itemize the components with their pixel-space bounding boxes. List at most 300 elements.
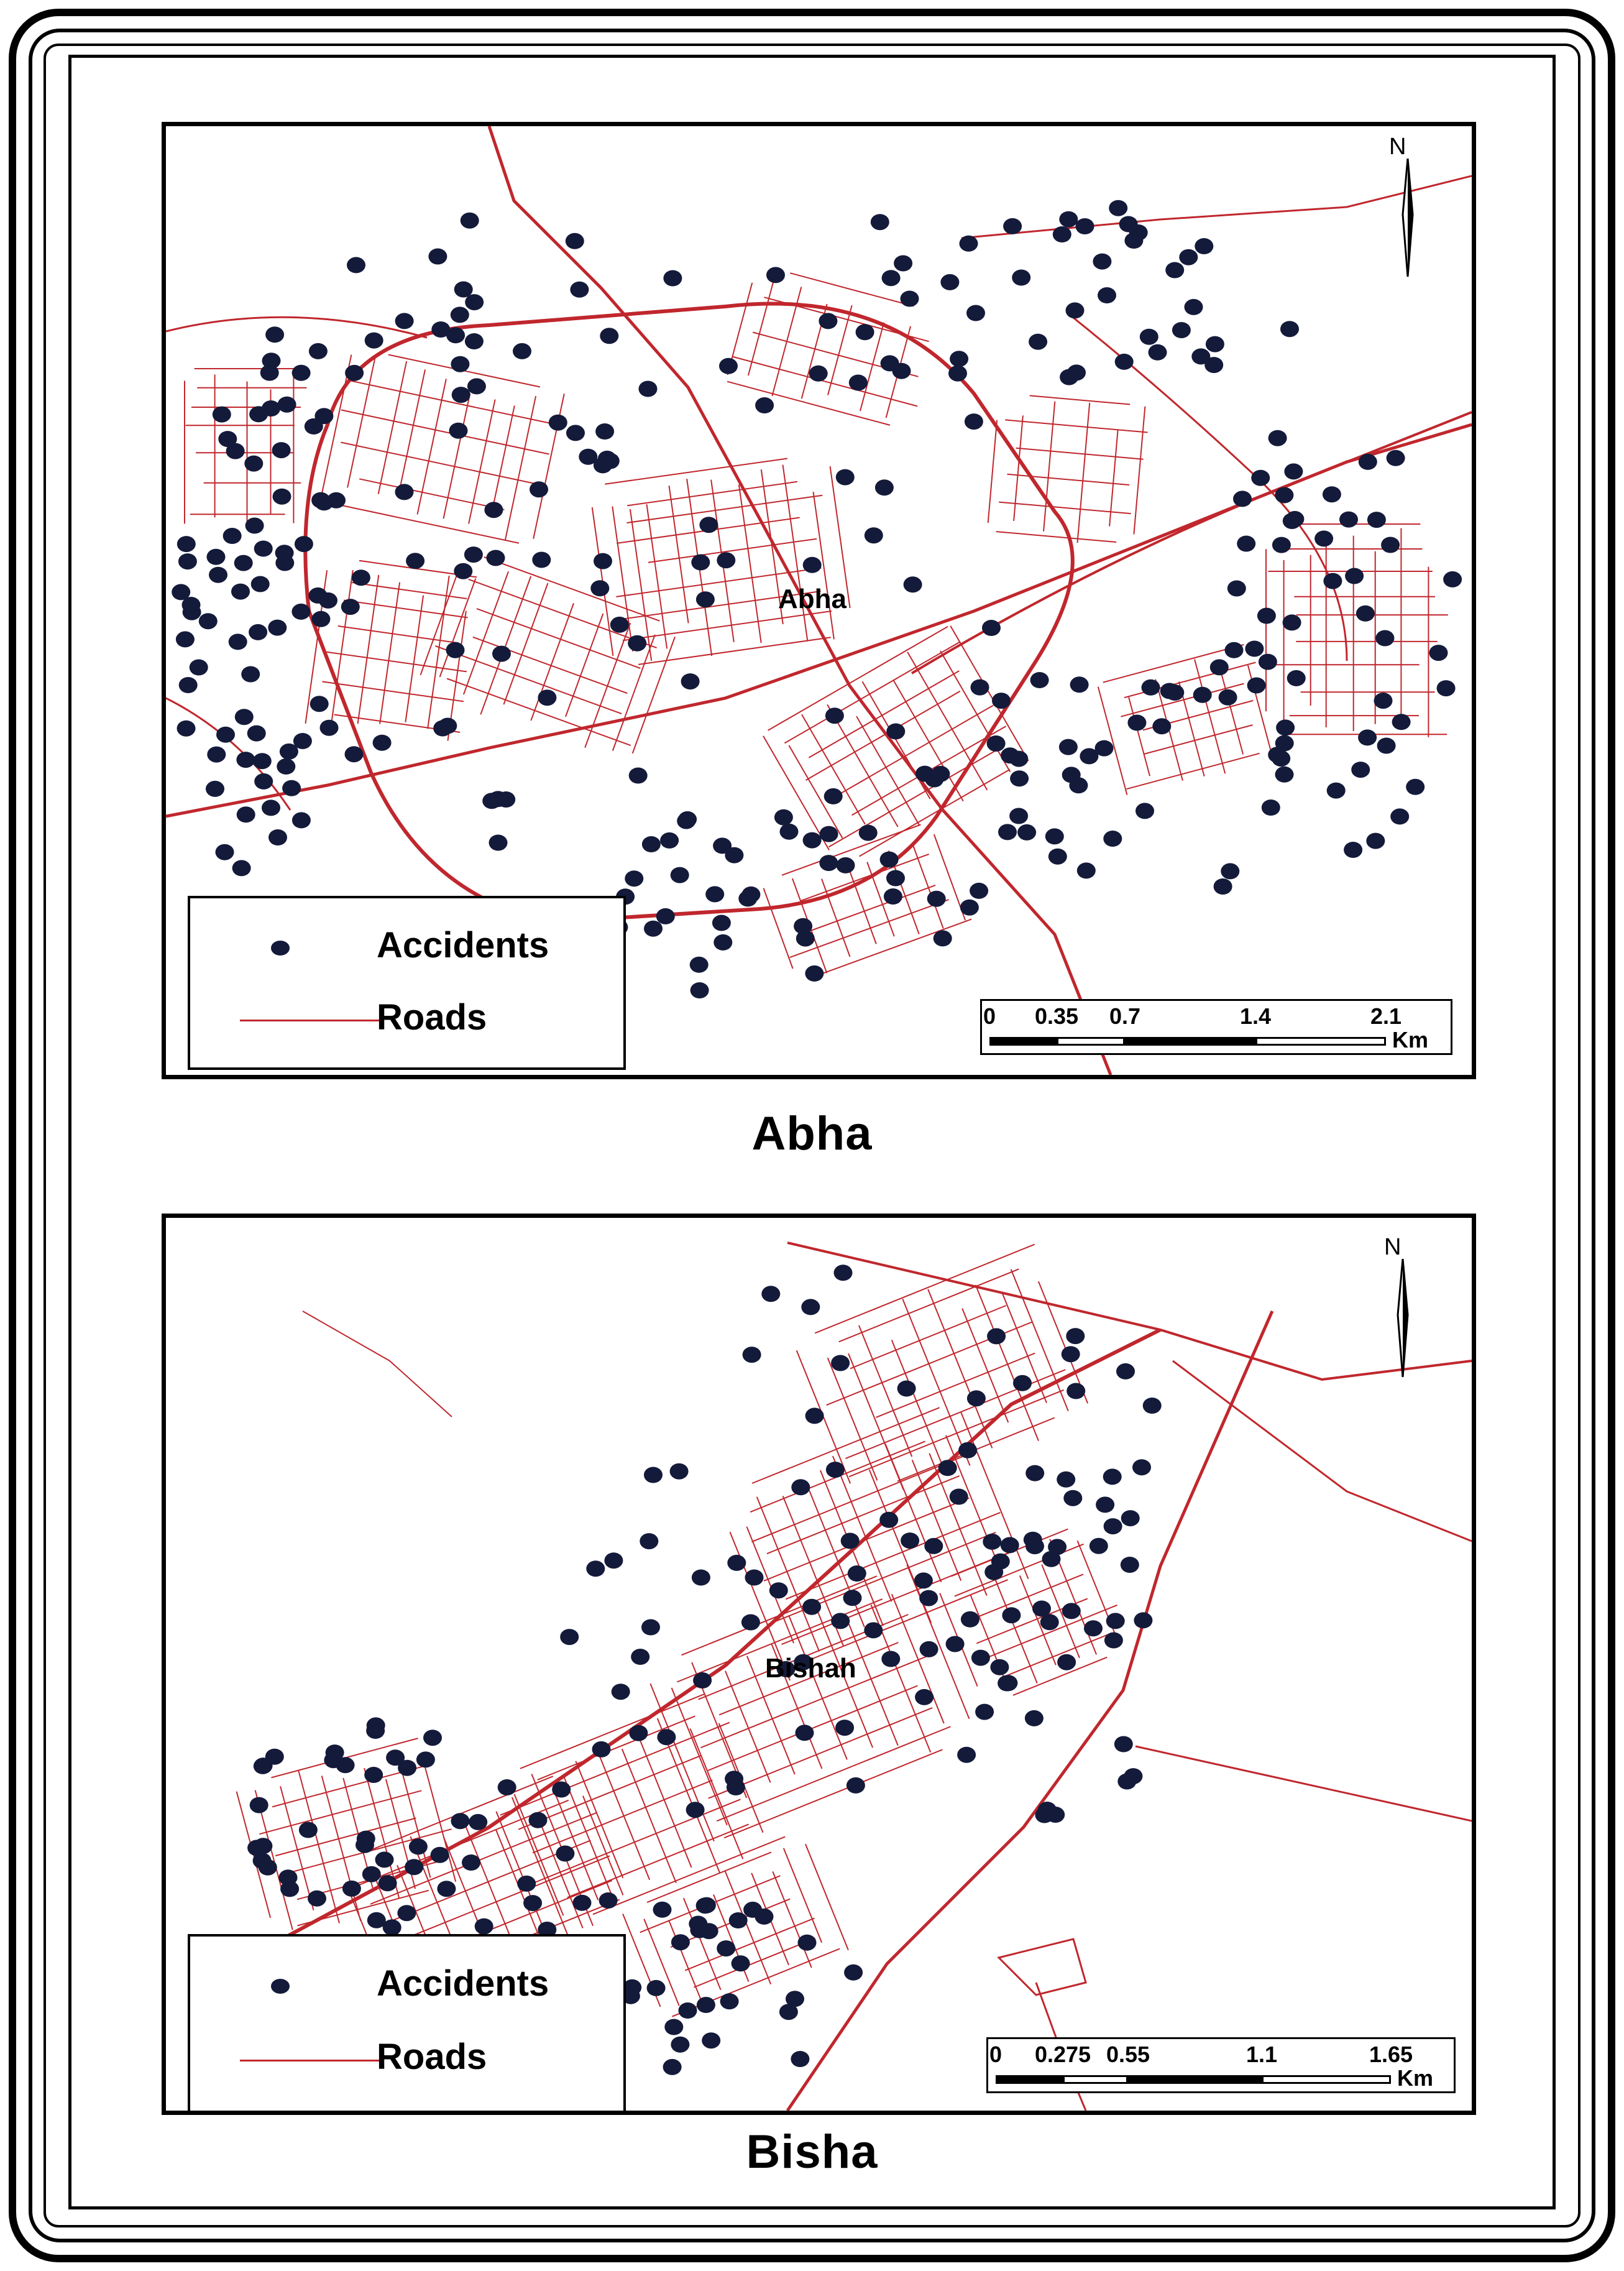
accident-point (1003, 218, 1022, 234)
accident-point (987, 735, 1006, 752)
street (520, 1694, 705, 1769)
accident-point (836, 469, 855, 486)
street (717, 1726, 950, 1821)
accident-point (946, 1636, 965, 1652)
street (988, 420, 997, 523)
accident-point (990, 1659, 1009, 1675)
accident-point (712, 915, 731, 931)
accident-point (971, 1650, 990, 1666)
accident-point (1001, 747, 1019, 763)
accident-point (975, 1704, 994, 1720)
accident-point (199, 613, 218, 629)
street (352, 583, 467, 599)
accident-point (998, 1675, 1016, 1692)
accident-point (982, 620, 1001, 636)
accident-point (177, 536, 196, 552)
accident-point (791, 2051, 809, 2067)
street (724, 1749, 942, 1838)
accident-point (796, 1725, 814, 1741)
accident-point (1121, 1557, 1139, 1573)
accident-point (970, 883, 988, 899)
accident-point (1185, 299, 1203, 315)
accident-point (560, 1629, 579, 1645)
accident-point (1219, 689, 1237, 706)
accident-point (656, 908, 675, 924)
accident-point (247, 726, 266, 742)
accident-point (901, 1532, 919, 1549)
accident-point (1272, 537, 1291, 553)
street (583, 1796, 623, 1896)
accident-point (446, 642, 465, 658)
accident-point (462, 1854, 480, 1871)
accident-point (696, 591, 715, 607)
accident-point (960, 236, 978, 252)
accident-point (367, 1717, 385, 1733)
accident-point (365, 333, 383, 349)
accident-point (660, 832, 679, 849)
accident-point (235, 709, 254, 725)
bisha-legend (188, 1934, 626, 2114)
accident-point (1057, 1472, 1075, 1488)
accident-point (720, 1993, 739, 2009)
accident-point (803, 832, 822, 849)
accident-point (965, 413, 983, 430)
accident-point (1227, 581, 1246, 597)
street (1006, 1633, 1111, 1675)
accident-point (919, 1590, 938, 1606)
accident-point (357, 1831, 375, 1847)
accident-point (517, 1876, 536, 1892)
bisha-map-title: Bisha (746, 2126, 878, 2178)
accident-point (967, 1390, 986, 1406)
accident-point (282, 780, 301, 796)
accident-point (1251, 470, 1270, 486)
accident-point (231, 584, 250, 600)
accident-point (934, 930, 952, 946)
bisha-north-arrow (1384, 1234, 1421, 1377)
accident-point (780, 824, 799, 840)
accident-point (183, 604, 201, 620)
street (538, 1716, 695, 1780)
accident-point (1063, 1490, 1082, 1506)
accident-point (594, 553, 612, 569)
accident-point (957, 1747, 976, 1763)
accident-point (566, 425, 585, 441)
street (491, 406, 515, 517)
scale-segment (989, 1037, 1057, 1046)
accident-point (454, 282, 473, 298)
accident-point (469, 1814, 487, 1830)
accident-point (1095, 740, 1114, 757)
accident-point (464, 546, 483, 563)
accident-point (1117, 1774, 1136, 1790)
accident-point (573, 1895, 592, 1911)
street (764, 888, 793, 969)
accident-point (207, 549, 226, 565)
accident-point (347, 257, 365, 273)
accident-point (882, 270, 901, 286)
accident-point (1025, 1710, 1044, 1726)
accident-point (826, 1462, 845, 1478)
accident-point (362, 1866, 381, 1882)
accident-point (1210, 659, 1229, 675)
street (725, 1671, 771, 1783)
accident-point (487, 550, 505, 566)
accident-point (950, 1489, 968, 1505)
accident-point (1002, 1607, 1021, 1623)
accident-point (254, 541, 273, 557)
accident-point (1259, 654, 1277, 670)
accident-point (395, 484, 414, 500)
accident-point (1165, 684, 1184, 701)
accident-point (292, 365, 311, 381)
accident-point (342, 1881, 361, 1897)
accident-point (998, 824, 1017, 840)
accident-point (1429, 645, 1448, 661)
accident-point (566, 233, 584, 249)
accident-point (837, 857, 855, 873)
accident-point (277, 758, 295, 775)
street (464, 571, 508, 694)
accident-point (755, 1909, 774, 1925)
accident-point (262, 400, 280, 417)
accident-point (992, 693, 1011, 709)
accident-point (1358, 729, 1377, 745)
accident-point (259, 1859, 277, 1876)
accident-point (610, 617, 629, 633)
street (768, 1532, 996, 1624)
accident-point (871, 214, 889, 230)
main-road (787, 1311, 1272, 2111)
legend-accidents-label: Accidents (377, 1963, 549, 2004)
accident-point (644, 1467, 663, 1483)
bisha-scale-bar (986, 2037, 1456, 2093)
accident-point (299, 1822, 318, 1838)
accident-point (875, 479, 894, 495)
accidents-symbol (271, 941, 290, 956)
street (913, 845, 943, 929)
accident-point (492, 646, 511, 662)
accident-point (272, 442, 291, 458)
accident-point (901, 291, 919, 307)
accident-point (834, 1264, 853, 1281)
accident-point (1245, 641, 1264, 657)
accident-point (835, 1720, 854, 1736)
accident-point (1275, 487, 1293, 504)
accident-point (1062, 1603, 1081, 1619)
accident-point (437, 1881, 456, 1897)
accident-point (1121, 1510, 1140, 1526)
accident-point (1142, 679, 1160, 696)
accident-point (190, 660, 208, 676)
accident-point (467, 378, 486, 394)
accident-point (1257, 608, 1276, 624)
accident-point (1012, 270, 1030, 286)
street (928, 1289, 992, 1449)
accident-point (397, 1905, 416, 1921)
accident-point (879, 1512, 898, 1528)
street (845, 1370, 1065, 1458)
accident-point (1344, 842, 1362, 858)
accident-point (1104, 1633, 1123, 1649)
accident-point (383, 1919, 401, 1935)
street (398, 369, 425, 495)
street (835, 706, 993, 797)
accident-point (595, 423, 614, 440)
street (805, 1844, 848, 1950)
accident-point (586, 1560, 605, 1577)
accident-point (691, 555, 710, 571)
accident-point (253, 753, 272, 769)
accident-point (461, 213, 479, 229)
accident-point (352, 569, 370, 586)
accident-point (262, 799, 280, 816)
accident-point (915, 766, 934, 782)
accident-point (1152, 718, 1171, 734)
accident-point (375, 1851, 394, 1868)
accident-point (489, 835, 508, 851)
accident-point (532, 552, 551, 568)
accident-point (279, 1869, 298, 1886)
accident-point (530, 481, 548, 497)
accident-point (1351, 762, 1370, 778)
accident-point (805, 965, 823, 982)
accident-point (961, 1611, 979, 1628)
accident-point (482, 793, 501, 809)
street (473, 637, 628, 693)
street (405, 596, 423, 722)
accident-point (628, 635, 646, 652)
street (996, 532, 1117, 542)
accident-point (176, 631, 195, 647)
scale-tick: 0.275 (1034, 2042, 1091, 2067)
accident-point (236, 752, 255, 768)
street (1129, 698, 1150, 776)
accident-point (983, 1534, 1001, 1550)
accident-point (884, 888, 902, 905)
accident-point (245, 518, 264, 534)
accident-point (794, 918, 812, 934)
accident-point (254, 1838, 272, 1854)
accident-point (1280, 321, 1299, 337)
accident-point (216, 844, 234, 860)
accident-point (692, 1570, 710, 1586)
accident-point (268, 829, 287, 845)
accident-point (664, 2019, 683, 2035)
accident-point (1103, 831, 1122, 847)
accident-point (216, 727, 235, 743)
street (358, 575, 379, 724)
street (976, 1285, 1039, 1441)
accident-point (278, 397, 296, 413)
accident-point (405, 1859, 423, 1875)
accident-point (657, 1729, 676, 1745)
accident-point (743, 1347, 761, 1363)
accident-point (177, 721, 196, 737)
accident-point (1275, 767, 1294, 783)
accident-point (1268, 430, 1287, 446)
accident-point (1339, 512, 1358, 528)
abha-city-label: Abha (778, 584, 846, 614)
accident-point (1443, 571, 1462, 587)
accident-point (275, 555, 294, 571)
accident-point (172, 584, 190, 600)
accident-point (741, 887, 760, 903)
accident-point (1214, 878, 1232, 895)
street (504, 583, 548, 704)
street (440, 579, 476, 677)
accident-point (856, 324, 874, 340)
accident-point (1262, 799, 1280, 816)
accident-point (1406, 779, 1424, 795)
accident-point (341, 599, 360, 615)
accident-point (966, 305, 985, 321)
accident-point (802, 1599, 821, 1615)
accident-point (498, 1779, 516, 1795)
road (1135, 1746, 1472, 1821)
street (428, 576, 449, 729)
accident-point (1275, 735, 1294, 752)
accident-point (431, 1847, 449, 1863)
accident-point (241, 666, 260, 683)
accident-point (641, 1619, 660, 1636)
abha-scale-bar (980, 999, 1452, 1055)
accident-point (1381, 537, 1400, 553)
accidents-symbol (271, 1979, 290, 1994)
street (1005, 420, 1147, 432)
accident-point (1392, 714, 1411, 730)
accident-point (663, 2059, 682, 2075)
accident-point (971, 679, 989, 696)
accident-point (1093, 254, 1111, 270)
accident-point (226, 443, 245, 459)
accident-point (958, 1442, 977, 1458)
accident-point (700, 1923, 718, 1939)
accident-point (713, 837, 732, 854)
accident-point (927, 891, 946, 907)
accident-point (948, 366, 967, 382)
accident-point (1276, 719, 1295, 735)
accident-point (1323, 486, 1341, 502)
accident-point (791, 1479, 810, 1495)
accident-point (915, 1689, 934, 1705)
accident-point (237, 806, 255, 822)
accident-point (745, 1570, 764, 1586)
accident-point (886, 870, 905, 887)
accident-point (465, 294, 484, 310)
street (605, 459, 787, 484)
accident-point (640, 1533, 658, 1549)
scale-segment (996, 2075, 1063, 2084)
accident-point (864, 1622, 883, 1638)
accident-point (671, 867, 689, 883)
accident-point (820, 826, 838, 842)
street (359, 479, 504, 510)
accident-point (625, 870, 643, 887)
accident-point (702, 2032, 720, 2048)
street (566, 614, 603, 717)
street (1218, 662, 1243, 755)
accident-point (1135, 803, 1154, 819)
street (962, 1309, 1008, 1423)
main-road (259, 1330, 1160, 1951)
accident-point (310, 696, 329, 712)
accident-point (1387, 450, 1405, 466)
accident-point (1345, 568, 1364, 584)
scale-tick: 0.7 (1109, 1003, 1141, 1029)
accident-point (265, 326, 284, 343)
accident-point (642, 836, 661, 852)
accident-point (859, 825, 878, 841)
street (1007, 474, 1130, 485)
accident-point (924, 1538, 943, 1554)
legend-accidents-label: Accidents (377, 925, 549, 965)
accident-point (229, 633, 247, 650)
accident-point (308, 1891, 326, 1907)
accident-point (894, 256, 912, 272)
accident-point (1375, 630, 1394, 647)
accident-point (244, 456, 263, 472)
accident-point (1076, 218, 1094, 234)
accident-point (1029, 334, 1047, 350)
accident-point (311, 611, 330, 627)
accident-point (729, 1912, 748, 1928)
accident-point (920, 1641, 938, 1657)
accident-point (843, 1590, 862, 1606)
accident-point (1165, 262, 1184, 279)
accident-point (1084, 1620, 1103, 1636)
accident-point (886, 724, 905, 740)
accident-point (223, 528, 242, 544)
scale-tick: 1.65 (1369, 2042, 1413, 2067)
accident-point (1206, 336, 1224, 352)
street (505, 396, 536, 541)
accident-point (897, 1381, 916, 1397)
accident-point (1366, 833, 1385, 849)
accident-point (451, 306, 469, 323)
accident-point (612, 1684, 630, 1700)
accident-point (433, 721, 452, 737)
accident-point (465, 333, 484, 349)
north-label: N (1389, 134, 1406, 160)
accident-point (679, 2002, 697, 2019)
accident-point (755, 397, 774, 413)
accident-point (309, 343, 328, 359)
accident-point (769, 1582, 788, 1598)
accident-point (950, 351, 968, 367)
accident-point (1013, 1375, 1032, 1391)
accident-point (416, 1751, 435, 1767)
accident-point (1323, 573, 1342, 589)
accident-point (631, 1649, 649, 1665)
accident-point (1070, 676, 1089, 693)
accident-point (670, 1463, 689, 1480)
accident-point (292, 812, 311, 828)
accident-point (1103, 1468, 1122, 1485)
abha-map-panel (162, 122, 1476, 1079)
street (500, 1723, 730, 1815)
accident-point (423, 1730, 442, 1746)
accident-point (639, 381, 658, 397)
accident-point (1172, 322, 1191, 338)
accident-point (213, 407, 231, 423)
accident-point (761, 1286, 780, 1302)
street (447, 679, 631, 746)
accident-point (819, 855, 838, 871)
accident-point (1390, 808, 1409, 824)
accident-point (345, 365, 364, 381)
accident-point (629, 768, 648, 784)
